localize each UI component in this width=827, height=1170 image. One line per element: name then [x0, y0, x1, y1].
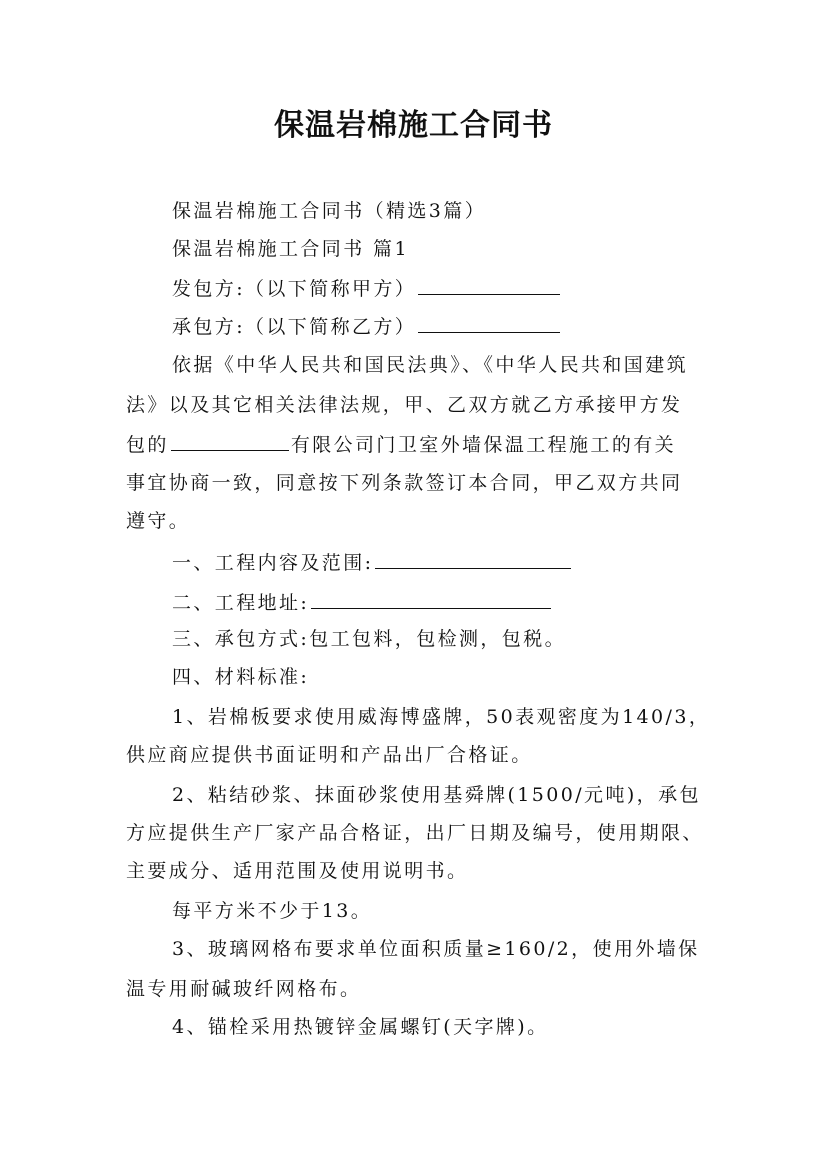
material-item-line: 4、锚栓采用热镀锌金属螺钉(天字牌)。 — [172, 1016, 549, 1038]
paragraph-line: 遵守。 — [126, 510, 191, 532]
paragraph-line: 依据《中华人民共和国民法典》、《中华人民共和国建筑 — [172, 354, 689, 376]
clause-address-label: 二、工程地址: — [172, 592, 310, 614]
paragraph-fragment: 包的 — [126, 434, 169, 456]
material-item-line: 供应商应提供书面证明和产品出厂合格证。 — [126, 744, 533, 766]
material-item-line: 方应提供生产厂家产品合格证，出厂日期及编号，使用期限、 — [126, 822, 704, 844]
company-blank — [171, 430, 289, 451]
subtitle-line: 保温岩棉施工合同书（精选3篇） — [172, 200, 487, 222]
material-item-line: 1、岩棉板要求使用威海博盛牌，50表观密度为140/3， — [172, 706, 711, 728]
party-a-label: 发包方:（以下简称甲方） — [172, 278, 417, 300]
party-a-blank — [418, 274, 560, 295]
paragraph-line: 事宜协商一致，同意按下列条款签订本合同，甲乙双方共同 — [126, 472, 683, 494]
party-b-line — [126, 312, 772, 340]
clause-scope-label: 一、工程内容及范围: — [172, 552, 374, 574]
section-heading: 保温岩棉施工合同书 篇1 — [172, 238, 409, 260]
party-b-label: 承包方:（以下简称乙方） — [172, 316, 417, 338]
material-item-line: 2、粘结砂浆、抹面砂浆使用基舜牌(1500/元吨)，承包 — [172, 784, 701, 806]
material-item-line: 每平方米不少于13。 — [172, 900, 373, 922]
clause-address-line — [126, 588, 772, 616]
scope-blank — [375, 548, 571, 569]
paragraph-line: 法》以及其它相关法律法规，甲、乙双方就乙方承接甲方发 — [126, 394, 683, 416]
party-b-blank — [418, 312, 560, 333]
document-title: 保温岩棉施工合同书 — [274, 108, 553, 143]
address-blank — [311, 588, 551, 609]
paragraph-fragment: 有限公司门卫室外墙保温工程施工的有关 — [290, 434, 677, 456]
clause-material-standard: 四、材料标准: — [172, 666, 310, 688]
clause-contract-mode: 三、承包方式:包工包料，包检测，包税。 — [172, 628, 567, 650]
material-item-line: 主要成分、适用范围及使用说明书。 — [126, 860, 469, 882]
party-a-line — [126, 274, 772, 302]
material-item-line: 3、玻璃网格布要求单位面积质量≥160/2，使用外墙保 — [172, 938, 700, 960]
paragraph-line — [126, 430, 726, 458]
clause-scope-line — [126, 548, 772, 576]
material-item-line: 温专用耐碱玻纤网格布。 — [126, 978, 362, 1000]
